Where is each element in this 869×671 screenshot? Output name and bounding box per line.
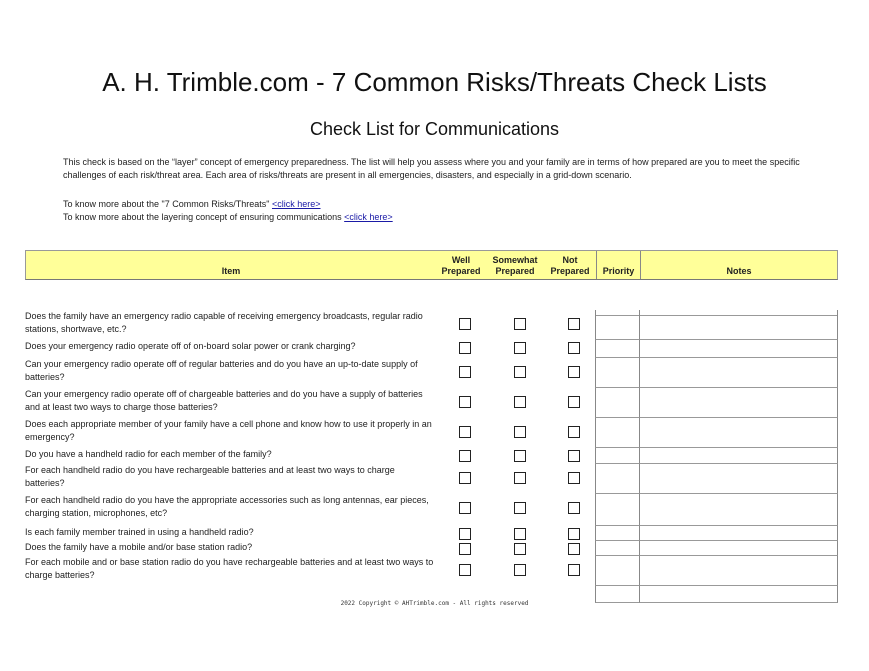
table-row [25,464,838,494]
header-item: Item [221,266,241,276]
checklist-table [25,250,838,580]
notes-cell[interactable] [640,541,838,556]
priority-cell[interactable] [595,541,640,556]
somewhat-prepared-checkbox[interactable] [514,502,526,514]
somewhat-prepared-checkbox[interactable] [514,426,526,438]
question-text: Can your emergency radio operate off of chargeable batteries and do you have a supply of batteries and at least two ways to charge those batteries? [25,389,423,412]
well-prepared-checkbox[interactable] [459,564,471,576]
risks-click-here-link[interactable]: <click here> [271,199,321,209]
notes-cell[interactable] [640,310,838,340]
priority-cell[interactable] [595,358,640,388]
not-prepared-checkbox[interactable] [568,318,580,330]
notes-cell[interactable] [640,388,838,418]
question-text: For each mobile and or base station radio do you have rechargeable batteries and at least two ways to charge batteries? [25,557,434,580]
table-header [25,250,838,280]
header-not-prepared: Not Prepared [550,255,590,276]
somewhat-prepared-checkbox[interactable] [514,564,526,576]
notes-cell[interactable] [640,340,838,358]
well-prepared-checkbox[interactable] [459,528,471,540]
somewhat-prepared-checkbox[interactable] [514,396,526,408]
priority-cell[interactable] [595,556,640,586]
not-prepared-checkbox[interactable] [568,396,580,408]
header-notes: Notes [726,266,752,276]
priority-cell[interactable] [595,310,640,340]
priority-cell[interactable] [595,388,640,418]
notes-cell[interactable] [640,448,838,464]
table-row [25,526,838,541]
somewhat-prepared-checkbox[interactable] [514,543,526,555]
layering-link-line [63,211,393,223]
question-text: Is each family member trained in using a handheld radio? [25,527,254,537]
not-prepared-checkbox[interactable] [568,564,580,576]
not-prepared-checkbox[interactable] [568,342,580,354]
copyright-footer: 2022 Copyright © AHTrimble.com - All rights reserved [340,600,529,607]
notes-cell[interactable] [640,494,838,526]
not-prepared-checkbox[interactable] [568,450,580,462]
question-text: Do you have a handheld radio for each member of the family? [25,449,272,459]
well-prepared-checkbox[interactable] [459,342,471,354]
notes-cell[interactable] [640,418,838,448]
well-prepared-checkbox[interactable] [459,396,471,408]
not-prepared-checkbox[interactable] [568,528,580,540]
checklist-subtitle: Check List for Communications [309,119,560,139]
table-row [25,340,838,358]
table-row [25,388,838,418]
priority-cell[interactable] [595,448,640,464]
table-row [25,418,838,448]
priority-cell[interactable] [595,418,640,448]
table-row [25,310,838,340]
header-well-prepared: Well Prepared [441,255,481,276]
question-text: Does the family have an emergency radio capable of receiving emergency broadcasts, regular radio stations, shortwave, etc.? [25,311,423,334]
well-prepared-checkbox[interactable] [459,502,471,514]
not-prepared-checkbox[interactable] [568,472,580,484]
not-prepared-checkbox[interactable] [568,543,580,555]
somewhat-prepared-checkbox[interactable] [514,528,526,540]
notes-cell[interactable] [640,464,838,494]
question-text: Does each appropriate member of your family have a cell phone and know how to use it properly in an emergency? [25,419,432,442]
question-text: Does your emergency radio operate off of on-board solar power or crank charging? [25,341,356,351]
layering-click-here-link[interactable]: <click here> [344,212,393,222]
priority-cell[interactable] [595,526,640,541]
risks-link-text: To know more about the "7 Common Risks/Threats" [63,199,272,209]
header-priority: Priority [596,251,641,279]
well-prepared-checkbox[interactable] [459,366,471,378]
question-text: For each handheld radio do you have rechargeable batteries and at least two ways to charge batteries? [25,465,395,488]
well-prepared-checkbox[interactable] [459,543,471,555]
not-prepared-checkbox[interactable] [568,502,580,514]
notes-cell[interactable] [640,556,838,586]
somewhat-prepared-checkbox[interactable] [514,318,526,330]
not-prepared-checkbox[interactable] [568,366,580,378]
well-prepared-checkbox[interactable] [459,450,471,462]
risks-link-line [63,198,321,210]
well-prepared-checkbox[interactable] [459,472,471,484]
table-row [25,541,838,556]
well-prepared-checkbox[interactable] [459,426,471,438]
question-text: Does the family have a mobile and/or base station radio? [25,542,253,552]
notes-cell[interactable] [640,526,838,541]
not-prepared-checkbox[interactable] [568,426,580,438]
priority-cell[interactable] [595,340,640,358]
layering-link-text: To know more about the layering concept of ensuring communications [63,212,345,222]
somewhat-prepared-checkbox[interactable] [514,342,526,354]
priority-cell[interactable] [595,494,640,526]
somewhat-prepared-checkbox[interactable] [514,472,526,484]
table-row [25,556,838,586]
question-text: For each handheld radio do you have the appropriate accessories such as long antennas, ear pieces, charging station, microphones, etc? [25,495,429,518]
priority-cell[interactable] [595,464,640,494]
somewhat-prepared-checkbox[interactable] [514,366,526,378]
header-somewhat-prepared: Somewhat Prepared [492,255,538,276]
page-title: A. H. Trimble.com - 7 Common Risks/Threats Check Lists [102,67,767,97]
notes-cell[interactable] [640,358,838,388]
question-text: Can your emergency radio operate off of regular batteries and do you have an up-to-date supply of batteries? [25,359,418,382]
table-row [25,448,838,464]
well-prepared-checkbox[interactable] [459,318,471,330]
somewhat-prepared-checkbox[interactable] [514,450,526,462]
table-row [25,358,838,388]
intro-paragraph: This check is based on the “layer” concept of emergency preparedness. The list will help you assess where you and your family are in terms of how prepared are you to meet the specific challenges of each risk/threat area. Each area of risks/threats are present in all emergencies, disasters, and especially in a grid-down scenario. [63,157,800,180]
table-row [25,494,838,526]
